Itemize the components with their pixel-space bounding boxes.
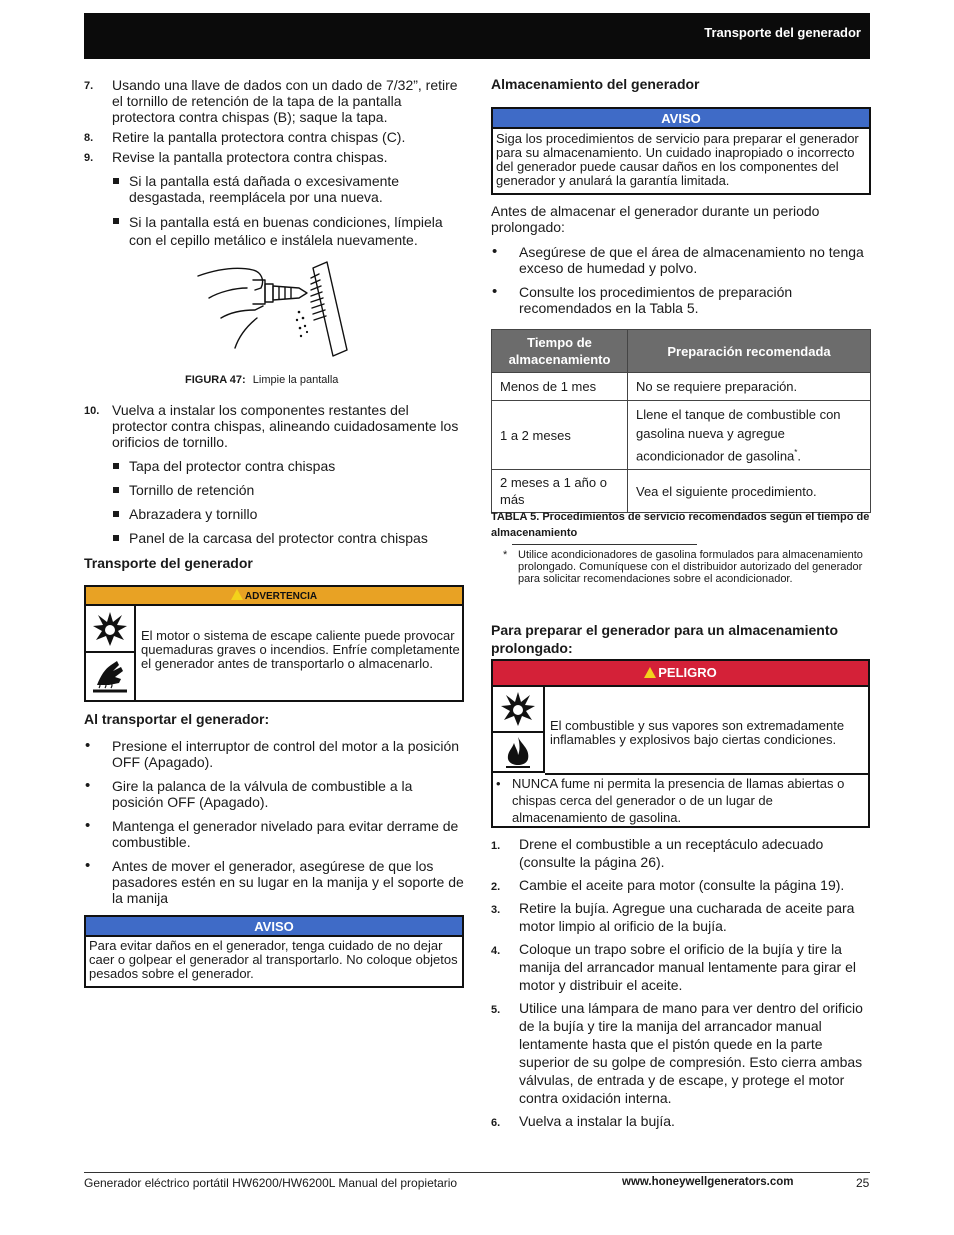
table-caption: TABLA 5. Procedimientos de servicio recomendados según el tiempo de almacenamiento — [491, 511, 870, 539]
footer-url[interactable]: www.honeywellgenerators.com — [622, 1176, 794, 1188]
transport-heading: Transporte del generador — [84, 555, 253, 571]
part-item: Tornillo de retención — [84, 482, 464, 498]
table-footnote: * Utilice acondicionadores de gasolina formulados para almacenamiento prolongado. Comuníquese con el distribuidor autorizado del generador para solicitar recomendaciones sobre el acondicionador. — [503, 549, 863, 585]
hazard-icon-column — [86, 606, 136, 700]
intro-text: Antes de almacenar el generador durante un periodo prolongado: — [491, 203, 820, 235]
step-7: 7. Usando una llave de dados con un dado de 7/32”, retire el tornillo de retención de la tapa de la pantalla protectora contra chispas (B); saque la tapa. — [84, 77, 458, 125]
prep-subheading: Para preparar el generador para un almacenamiento prolongado: — [491, 622, 839, 656]
storage-intro — [491, 203, 871, 316]
notice-header: AVISO — [86, 917, 462, 937]
page-number: 25 — [856, 1176, 870, 1190]
footer-divider — [84, 1172, 870, 1173]
notice-text: Para evitar daños en el generador, tenga cuidado de no dejar caer o golpear el generador al transportarlo. No coloque objetos pesados sobre el generador. — [89, 938, 458, 981]
warning-box — [84, 585, 464, 702]
table-cell: Vea el siguiente procedimiento. — [628, 470, 871, 513]
footer-manual-title: Generador eléctrico portátil HW6200/HW6200L Manual del propietario — [84, 1176, 458, 1190]
figure-caption: FIGURA 47: Limpie la pantalla — [185, 374, 339, 386]
explosion-icon — [493, 687, 543, 733]
table-row — [492, 470, 871, 513]
table-cell: 1 a 2 meses — [492, 401, 628, 470]
left-steps-top — [84, 77, 464, 249]
storage-step: 3. Retire la bujía. Agregue una cucharada de aceite para motor limpio al orificio de la bujía. — [491, 900, 855, 934]
left-step-10 — [84, 402, 464, 546]
part-item: Panel de la carcasa del protector contra chispas — [84, 530, 464, 546]
table-row — [492, 401, 871, 470]
transport-bullet: • Antes de mover el generador, asegúrese de que los pasadores estén en su lugar en la manija y el soporte de la manija — [84, 858, 464, 906]
storage-step: 1. Drene el combustible a un receptáculo adecuado (consulte la página 26). — [491, 836, 824, 870]
intro-bullet: • Asegúrese de que el área de almacenamiento no tenga exceso de humedad y polvo. — [491, 244, 871, 276]
notice-text: Siga los procedimientos de servicio para preparar el generador para su almacenamiento. Un cuidado inapropiado o incorrecto del generador puede causar daños en los componentes del generador y anulará la garantía limitada. — [496, 131, 859, 188]
storage-notice-box — [491, 107, 871, 195]
intro-bullet: • Consulte los procedimientos de preparación recomendados en la Tabla 5. — [491, 284, 871, 316]
table-row — [492, 373, 871, 401]
step-8: 8. Retire la pantalla protectora contra chispas (C). — [84, 129, 406, 145]
transport-notice-box — [84, 915, 464, 988]
table-header-row — [492, 330, 871, 373]
flame-icon — [493, 733, 543, 771]
step-9: 9. Revise la pantalla protectora contra chispas. — [84, 149, 388, 165]
danger-triangle-icon — [644, 667, 656, 678]
part-item: Tapa del protector contra chispas — [84, 458, 464, 474]
screen-bullet: Si la pantalla está en buenas condiciones, límpiela con el cepillo metálico e instálela nuevamente. — [84, 213, 464, 249]
danger-header: PELIGRO — [493, 661, 868, 687]
warning-triangle-icon — [231, 589, 243, 600]
warning-text: El motor o sistema de escape caliente puede provocar quemaduras graves o incendios. Enfríe completamente el generador antes de transportarlo o almacenarlo. — [141, 628, 460, 671]
warning-header: ADVERTENCIA — [86, 587, 462, 606]
footnote-divider — [512, 544, 697, 545]
table-cell: No se requiere preparación. — [628, 373, 871, 401]
table-cell: Menos de 1 mes — [492, 373, 628, 401]
hazard-icon-column — [493, 687, 545, 773]
header-title: Transporte del generador — [704, 25, 861, 40]
danger-bullet: • NUNCA fume ni permita la presencia de llamas abiertas o chispas cerca del generador o de un lugar de almacenamiento de gasolina. — [496, 776, 845, 825]
step-10: 10. Vuelva a instalar los componentes restantes del protector contra chispas, alineando cuidadosamente los orificios de tornillo. — [84, 402, 459, 450]
transport-bullets — [84, 738, 464, 906]
table-cell: 2 meses a 1 año o más — [492, 470, 628, 513]
storage-step: 2. Cambie el aceite para motor (consulte la página 19). — [491, 877, 845, 893]
storage-step: 6. Vuelva a instalar la bujía. — [491, 1113, 675, 1129]
storage-steps — [491, 835, 871, 1130]
storage-step: 4. Coloque un trapo sobre el orificio de la bujía y tire la manija del arrancador manual lentamente para girar el motor y distribuir el aceite. — [491, 941, 856, 993]
table-cell: Llene el tanque de combustible con gasolina nueva y agregue acondicionador de gasolina*. — [628, 401, 871, 470]
storage-heading: Almacenamiento del generador — [491, 76, 700, 92]
cleaning-screen-illustration — [195, 258, 355, 363]
screen-bullet: Si la pantalla está dañada o excesivamente desgastada, reemplácela por una nueva. — [84, 173, 464, 205]
transport-bullet: • Presione el interruptor de control del motor a la posición OFF (Apagado). — [84, 738, 464, 770]
table-header: Tiempo de almacenamiento — [492, 330, 628, 373]
storage-step: 5. Utilice una lámpara de mano para ver dentro del orificio de la bujía y tire la manija del arrancador manual lentamente hasta que el pistón quede en la parte superior de su golpe de compresión. Esto cierra ambas válvulas, de entrada y de escape, y protege el motor contra oxidación interna. — [491, 1000, 863, 1106]
danger-box — [491, 659, 870, 828]
transport-subheading: Al transportar el generador: — [84, 711, 270, 727]
explosion-icon — [86, 606, 134, 653]
storage-table — [491, 329, 871, 513]
transport-bullet: • Gire la palanca de la válvula de combustible a la posición OFF (Apagado). — [84, 778, 464, 810]
table-header: Preparación recomendada — [628, 330, 871, 373]
danger-text: El combustible y sus vapores son extremadamente inflamables y explosivos bajo ciertas condiciones. — [550, 718, 845, 747]
part-item: Abrazadera y tornillo — [84, 506, 464, 522]
hot-surface-icon — [86, 653, 134, 698]
notice-header: AVISO — [493, 109, 869, 129]
header-bar — [84, 13, 870, 59]
transport-bullet: • Mantenga el generador nivelado para evitar derrame de combustible. — [84, 818, 464, 850]
